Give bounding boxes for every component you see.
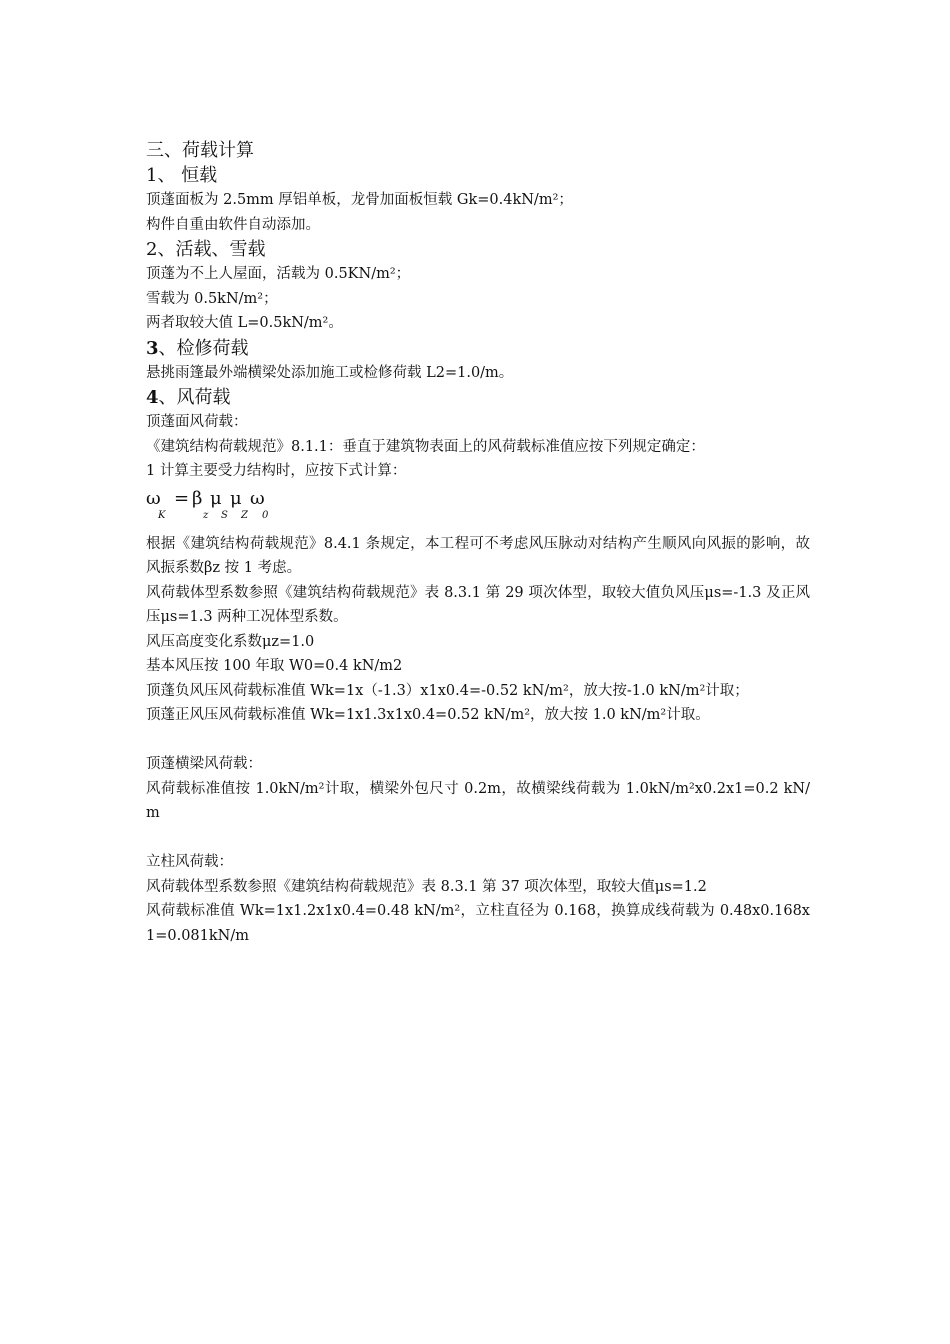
wind-vibration-paragraph: 根据《建筑结构荷载规范》8.4.1 条规定，本工程可不考虑风压脉动对结构产生顺风向风振的影响，故风振系数βz 按 1 考虑。	[146, 535, 810, 576]
live-load-line: 顶蓬为不上人屋面，活载为 0.5KN/m²；	[146, 266, 411, 282]
negative-wind-load-line: 顶蓬负风压风荷载标准值 Wk=1x（-1.3）x1x0.4=-0.52 kN/m²，放大按-1.0 kN/m²计取；	[146, 682, 749, 699]
shape-coefficient-paragraph: 风荷载体型系数参照《建筑结构荷载规范》表 8.3.1 第 29 项次体型，取较大值负风压μs=-1.3 及正风压μs=1.3 两种工况体型系数。	[146, 584, 810, 625]
spacer	[146, 728, 810, 753]
roof-wind-title: 顶蓬面风荷载：	[146, 414, 248, 430]
section-title: 三、荷载计算	[146, 140, 254, 161]
maintenance-load-heading	[146, 336, 810, 361]
spacer	[146, 826, 810, 851]
formula-mu-s: μ	[210, 487, 222, 509]
formula-mu-z: μ	[230, 487, 242, 509]
formula-omega-0: ω	[250, 487, 265, 509]
maintenance-load-line: 悬挑雨篷最外端横梁处添加施工或检修荷载 L2=1.0/m。	[146, 364, 514, 381]
governing-load-line: 两者取较大值 L=0.5kN/m²。	[146, 315, 343, 331]
document-page	[146, 138, 810, 948]
maintenance-load-title: 、检修荷载	[158, 337, 249, 359]
formula-equals: =	[174, 487, 190, 509]
dead-load-line-1: 顶蓬面板为 2.5mm 厚铝单板，龙骨加面板恒载 Gk=0.4kN/m²；	[146, 192, 573, 208]
formula-sub-s: S	[221, 509, 228, 521]
dead-load-heading: 1、 恒载	[146, 165, 218, 186]
calc-instruction-line: 1 计算主要受力结构时，应按下式计算：	[146, 463, 407, 479]
wind-load-heading	[146, 385, 810, 410]
basic-wind-pressure-line: 基本风压按 100 年取 W0=0.4 kN/m2	[146, 658, 403, 674]
wind-load-title: 、风荷载	[158, 387, 231, 408]
formula-sub-k: K	[158, 509, 166, 521]
formula-sub-0: 0	[262, 509, 269, 521]
snow-load-line: 雪载为 0.5kN/m²；	[146, 290, 278, 307]
column-shape-coefficient-line: 风荷载体型系数参照《建筑结构荷载规范》表 8.3.1 第 37 项次体型，取较大值μs=1.2	[146, 878, 707, 895]
wind-load-number: 4	[146, 387, 159, 408]
maintenance-load-number: 3	[146, 337, 159, 359]
beam-wind-title: 顶蓬横梁风荷载：	[146, 756, 262, 772]
height-coefficient-line: 风压高度变化系数μz=1.0	[146, 633, 315, 650]
column-wind-title: 立柱风荷载：	[146, 854, 233, 870]
column-wind-paragraph: 风荷载标准值 Wk=1x1.2x1x0.4=0.48 kN/m²，立柱直径为 0.168，换算成线荷载为 0.48x0.168x1=0.081kN/m	[146, 903, 810, 944]
beam-wind-paragraph: 风荷载标准值按 1.0kN/m²计取，横梁外包尺寸 0.2m，故横梁线荷载为 1.0kN/m²x0.2x1=0.2 kN/m	[146, 780, 810, 821]
wind-load-formula	[146, 484, 810, 532]
formula-sub-Z: Z	[241, 509, 248, 521]
formula-beta: β	[192, 487, 203, 509]
positive-wind-load-line: 顶蓬正风压风荷载标准值 Wk=1x1.3x1x0.4=0.52 kN/m²，放大按 1.0 kN/m²计取。	[146, 707, 710, 723]
live-snow-load-heading: 2、活载、雪载	[146, 239, 266, 260]
code-reference-line: 《建筑结构荷载规范》8.1.1：垂直于建筑物表面上的风荷载标准值应按下列规定确定：	[146, 438, 705, 455]
formula-omega-k: ω	[146, 487, 161, 509]
formula-sub-z: z	[203, 509, 209, 521]
dead-load-line-2: 构件自重由软件自动添加。	[146, 216, 320, 233]
